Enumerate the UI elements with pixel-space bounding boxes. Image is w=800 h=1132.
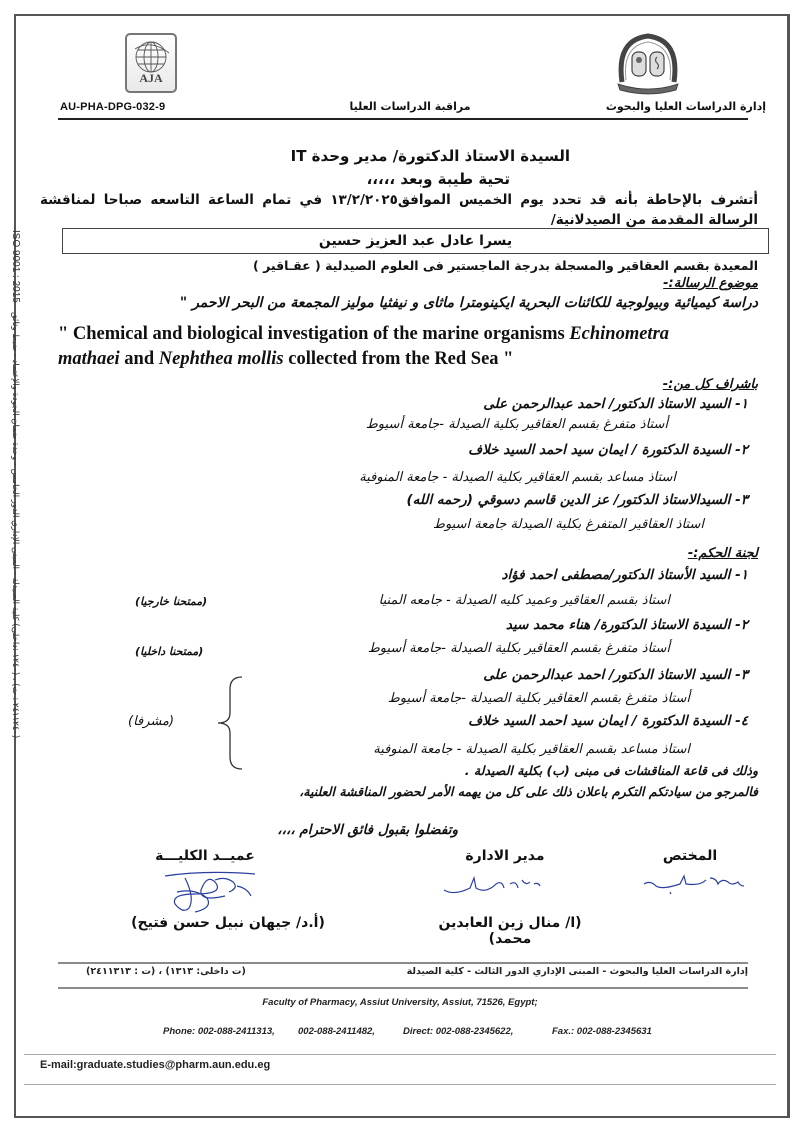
supervisor-position: استاذ العقاقير المتفرغ بكلية الصيدلة جامعة اسيوط xyxy=(432,517,704,532)
supervisor-name: ٣- السيدالاستاذ الدكتور/ عز الدين قاسم دسوقي (رحمه الله) xyxy=(406,492,748,508)
request-line: فالمرجو من سيادتكم التكرم باعلان ذلك على كل من يهمه الأمر لحضور المناقشة العلنية، xyxy=(299,784,758,799)
species-name: Nephthea mollis xyxy=(158,349,284,369)
committee-member-name: ١- السيد الأستاذ الدكتور/مصطفى احمد فؤاد xyxy=(501,567,748,583)
supervisor-name: ١- السيد الاستاذ الدكتور/ احمد عبدالرحمن على xyxy=(483,396,748,412)
iso-label: ISO 9001 : 2015 xyxy=(10,230,21,303)
footer-divider xyxy=(24,1084,776,1085)
intro-paragraph: أتشرف بالإحاطة بأنه قد تحدد يوم الخميس الموافق١٣/٢/٢٠٢٥ في تمام الساعة التاسعه صباحا لمناقشة الرسالة المقدمة من الصيدلانية/ xyxy=(40,192,758,228)
officer-title: المختص xyxy=(662,848,718,864)
committee-member-role: (ممتحنا داخليا) xyxy=(135,645,204,658)
committee-member-name: ٣- السيد الاستاذ الدكتور/ احمد عبدالرحمن على xyxy=(483,667,748,683)
committee-member-position: استاذ مساعد بقسم العقاقير بكلية الصيدلة - جامعة المنوفية xyxy=(373,742,690,757)
footer-phones-arabic: (ت داخلى: ١٣١٣) ، (ت : ٢٤١١٣١٣) xyxy=(86,966,246,977)
venue-line: وذلك فى قاعة المناقشات فى مبنى (ب) بكلية الصيدلة . xyxy=(464,763,758,778)
side-note-line xyxy=(10,230,21,738)
candidate-name-box xyxy=(62,228,769,254)
footer-divider xyxy=(58,962,748,964)
dean-name: (أ.د/ جيهان نبيل حسن فتيح) xyxy=(131,915,325,931)
side-note xyxy=(6,230,21,1010)
title-part: and xyxy=(119,349,159,369)
addressee: السيدة الاستاذ الدكتورة/ مدير وحدة IT xyxy=(290,147,570,165)
curly-brace-icon xyxy=(212,675,248,771)
footer-address-arabic: إدارة الدراسات العليا والبحوث - المبنى الإداري الدور الثالث - كلية الصيدلة xyxy=(406,966,748,977)
dean-title: عميــد الكليـــة xyxy=(155,848,255,864)
joint-role: (مشرفا) xyxy=(128,714,175,729)
aja-logo-text: AJA xyxy=(139,71,163,85)
committee-member-position: أستاذ متفرغ بقسم العقاقير بكلية الصيدلة -جامعة أسيوط xyxy=(387,691,690,706)
committee-member-name: ٤- السيدة الدكتورة / ايمان سيد احمد السيد خلاف xyxy=(468,713,748,729)
supervisor-name: ٢- السيدة الدكتورة / ايمان سيد احمد السيد خلاف xyxy=(468,442,748,458)
subject-label: موضوع الرسالة:- xyxy=(663,276,758,291)
species-name: mathaei xyxy=(58,349,120,369)
footer-fax: Fax.: 002-088-2345631 xyxy=(552,1026,652,1037)
enrollment-line: المعيدة بقسم العقاقير والمسجلة بدرجة الماجستير فى العلوم الصيدلية ( عقـاقير ) xyxy=(253,258,758,273)
supervision-label: باشراف كل من:- xyxy=(662,377,758,392)
greeting: تحية طيبة وبعد ،،،،، xyxy=(366,170,510,188)
closing-line: وتفضلوا بقبول فائق الاحترام ،،،، xyxy=(277,822,458,838)
university-seal-icon xyxy=(612,30,684,98)
committee-member-role: (ممتحنا خارجيا) xyxy=(135,595,208,608)
title-part: collected from the Red Sea " xyxy=(283,349,514,369)
header-divider xyxy=(58,118,748,120)
officer-signature-icon xyxy=(640,870,750,900)
species-name: Echinometra xyxy=(569,324,670,344)
header-center-title: مراقبة الدراسات العليا xyxy=(349,100,471,113)
supervisor-position: أستاذ متفرغ بقسم العقاقير بكلية الصيدلة -جامعة أسيوط xyxy=(365,417,668,432)
thesis-title-english xyxy=(58,322,758,372)
footer-phone-2: 002-088-2411482, xyxy=(298,1026,375,1037)
supervisor-position: استاذ مساعد بقسم العقاقير بكلية الصيدلة - جامعة المنوفية xyxy=(359,470,676,485)
footer-email[interactable]: E-mail:graduate.studies@pharm.aun.edu.eg xyxy=(40,1059,271,1071)
admin-director-signature-icon xyxy=(440,870,550,900)
side-note-text: (٢٤١١٢٤٠ : ت) ، (١٢٤٠ :داخلى) كلية الصيدلة - المبنى الإداري الدور الخامس - وحدة ضمان الجودة والإعتماد - ضبط وثائق xyxy=(10,312,20,739)
university-seal xyxy=(612,30,684,98)
header-right-title: إدارة الدراسات العليا والبحوث xyxy=(605,100,766,113)
aja-logo xyxy=(125,33,177,93)
admin-director-name: (ا/ منال زين العابدين محمد) xyxy=(438,915,582,947)
candidate-name: يسرا عادل عبد العزيز حسين xyxy=(318,233,513,249)
committee-member-position: استاذ بقسم العقاقير وعميد كليه الصيدلة - جامعه المنيا xyxy=(378,593,670,608)
title-part: " Chemical and biological investigation of the marine organisms xyxy=(58,324,570,344)
dean-signature-icon xyxy=(155,868,265,918)
footer-direct: Direct: 002-088-2345622, xyxy=(403,1026,514,1037)
committee-label: لجنة الحكم:- xyxy=(687,546,758,561)
footer-address-english: Faculty of Pharmacy, Assiut University, Assiut, 71526, Egypt; xyxy=(262,997,538,1008)
admin-director-title: مدير الادارة xyxy=(465,848,545,864)
form-code: AU-PHA-DPG-032-9 xyxy=(60,101,166,113)
footer-phone: Phone: 002-088-2411313, xyxy=(163,1026,275,1037)
committee-member-position: أستاذ متفرغ بقسم العقاقير بكلية الصيدلة -جامعة أسيوط xyxy=(367,641,670,656)
footer-divider xyxy=(24,1054,776,1055)
thesis-title-arabic: دراسة كيميائية وبيولوجية للكائنات البحرية ايكينومترا ماثاى و نيفثيا موليز المجمعة من البحر الاحمر " xyxy=(179,295,758,311)
committee-member-name: ٢- السيدة الاستاذ الدكتورة/ هناء محمد سيد xyxy=(505,617,748,633)
footer-divider xyxy=(58,987,748,989)
